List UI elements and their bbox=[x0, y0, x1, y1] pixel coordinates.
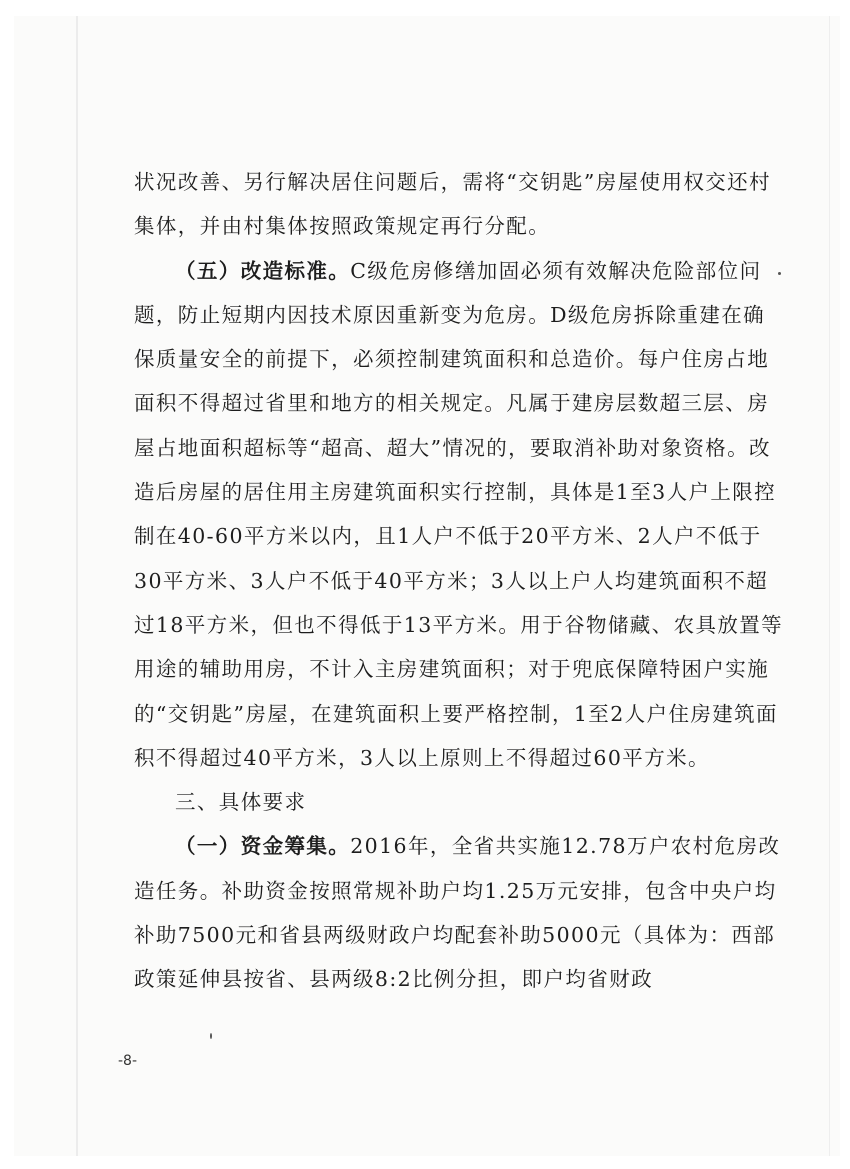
paragraph-heading: （一）资金筹集。 bbox=[175, 834, 351, 859]
paragraph-text: 状况改善、另行解决居住问题后，需将“交钥匙”房屋使用权交还村集体，并由村集体按照政策规定再行分配。 bbox=[134, 170, 771, 239]
scan-speck bbox=[778, 272, 781, 275]
paragraph-heading: （五）改造标准。 bbox=[175, 258, 351, 283]
paragraph-renovation-standard bbox=[134, 249, 784, 781]
scan-speck bbox=[210, 1033, 212, 1039]
paragraph-continuation bbox=[134, 160, 784, 249]
paragraph-text: 2016年，全省共实施12.78万户农村危房改造任务。补助资金按照常规补助户均1.25万元安排，包含中央户均补助7500元和省县两级财政户均配套补助5000元（具体为：西部政策延伸县按省、县两级8:2比例分担，即户均省财政 bbox=[134, 834, 781, 992]
page-number: -8- bbox=[118, 1053, 138, 1069]
section-title: 三、具体要求 bbox=[175, 790, 307, 815]
section-heading-requirements bbox=[134, 780, 784, 824]
page-fold-shadow bbox=[76, 16, 78, 1156]
paragraph-text: C级危房修缮加固必须有效解决危险部位问题，防止短期内因技术原因重新变为危房。D级危房拆除重建在确保质量安全的前提下，必须控制建筑面积和总造价。每户住房占地面积不得超过省里和地方的相关规定。凡属于建房层数超三层、房屋占地面积超标等“超高、超大”情况的，要取消补助对象资格。改造后房屋的居住用主房建筑面积实行控制，具体是1至3人户上限控制在40-60平方米以内，且1人户不低于20平方米、2人户不低于30平方米、3人户不低于40平方米；3人以上户人均建筑面积不超过18平方米，但也不得低于13平方米。用于谷物储藏、农具放置等用途的辅助用房，不计入主房建筑面积；对于兜底保障特困户实施的“交钥匙”房屋，在建筑面积上要严格控制，1至2人户住房建筑面积不得超过40平方米，3人以上原则上不得超过60平方米。 bbox=[134, 258, 784, 770]
body-text bbox=[134, 160, 784, 1002]
page-right-edge bbox=[829, 16, 830, 1156]
paragraph-funding bbox=[134, 824, 784, 1001]
